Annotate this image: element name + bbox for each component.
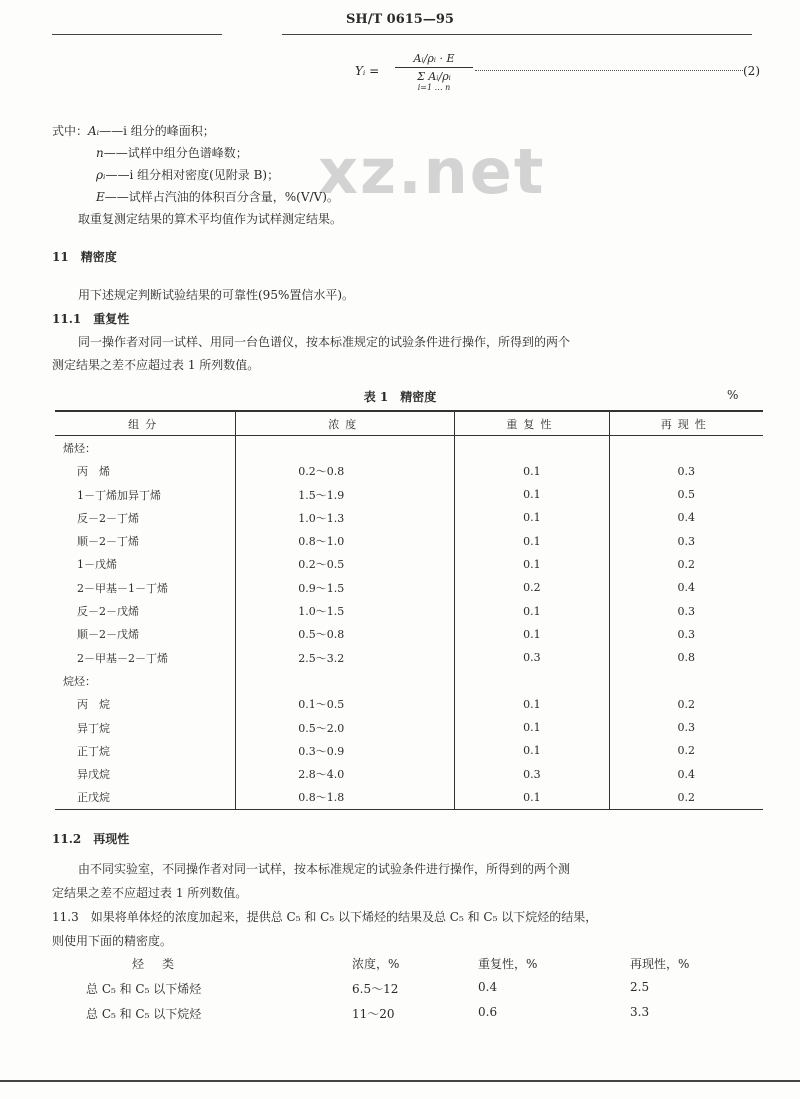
table-row: [55, 460, 763, 483]
section-11-2-title: 11.2 再现性: [52, 832, 130, 846]
summary-cell: 11～20: [352, 1007, 395, 1021]
summary-cell: 6.5～12: [352, 982, 399, 996]
cell-repeatability: 0.1: [455, 786, 609, 810]
table-row: [55, 553, 763, 576]
table-caption: 表 1 精密度: [363, 390, 437, 404]
cell-component: 丙 烯: [77, 465, 110, 479]
definition-symbol: n: [96, 146, 104, 160]
cell-reproducibility: 0.3: [609, 460, 763, 483]
cell-concentration: 0.5～2.0: [236, 716, 455, 739]
cell-concentration: 0.9～1.5: [236, 576, 455, 599]
table-row: [55, 739, 763, 762]
cell-concentration: 0.1～0.5: [236, 693, 455, 716]
table-row: [55, 786, 763, 810]
cell-component: 丙 烷: [77, 698, 110, 712]
section-11-3-text-line1: 11.3 如果将单体烃的浓度加起来，提供总 C₅ 和 C₅ 以下烯烃的结果及总 C₅ 和 C₅ 以下烷烃的结果，: [52, 910, 598, 924]
cell-component: 异戊烷: [77, 768, 110, 782]
watermark: xz.net: [318, 135, 546, 208]
cell-component: 顺－2－戊烯: [77, 628, 139, 642]
header-component: 组分: [55, 411, 236, 436]
definitions-lead: 式中：: [52, 124, 89, 138]
section-11-intro: 用下述规定判断试验结果的可靠性(95%置信水平)。: [78, 288, 355, 302]
cell-concentration: 0.3～0.9: [236, 739, 455, 762]
cell-component: 反－2－丁烯: [77, 511, 139, 525]
table-group-row: [55, 669, 763, 692]
cell-reproducibility: 0.3: [609, 599, 763, 622]
definition-symbol: E: [96, 190, 105, 204]
summary-cell: 0.6: [478, 1005, 498, 1019]
cell-component: 异丁烷: [77, 721, 110, 735]
summary-row: [70, 1005, 750, 1030]
cell-concentration: 1.0～1.3: [236, 506, 455, 529]
cell-repeatability: 0.1: [455, 716, 609, 739]
cell-repeatability: 0.2: [455, 576, 609, 599]
cell-reproducibility: 0.4: [609, 762, 763, 785]
cell-repeatability: 0.1: [455, 693, 609, 716]
summary-header-reproducibility: 再现性，%: [630, 957, 690, 971]
table-unit: %: [727, 388, 739, 402]
table-row: [55, 483, 763, 506]
cell-reproducibility: 0.3: [609, 716, 763, 739]
definition-text: ——i 组分的峰面积；: [99, 124, 215, 138]
cell-component: 正戊烷: [55, 786, 236, 810]
cell-component: 1－戊烯: [77, 558, 117, 572]
header-reproducibility: 再现性: [609, 411, 763, 436]
table-cell-empty: [455, 669, 609, 692]
cell-concentration: 1.0～1.5: [236, 599, 455, 622]
cell-concentration: 0.2～0.5: [236, 553, 455, 576]
formula-lhs: Yᵢ =: [355, 64, 380, 78]
table-row: [55, 529, 763, 552]
definition-text: ——试样中组分色谱峰数；: [103, 146, 248, 160]
table-cell-empty: [455, 436, 609, 460]
table-row: [55, 762, 763, 785]
definition-symbol: ρᵢ: [96, 168, 106, 182]
section-11-title: 11 精密度: [52, 250, 117, 264]
header-rule-right: [282, 34, 752, 35]
summary-header-repeatability: 重复性，%: [478, 957, 538, 971]
table-row: [55, 716, 763, 739]
summary-cell: 总 C₅ 和 C₅ 以下烯烃: [86, 982, 202, 996]
summary-header-hydrocarbon: 烃类: [132, 957, 193, 971]
summary-header-row: [70, 955, 750, 980]
cell-repeatability: 0.1: [455, 623, 609, 646]
table-body: [55, 436, 763, 810]
section-11-1-text-line2: 测定结果之差不应超过表 1 所列数值。: [52, 358, 260, 372]
formula-leader-dots: [475, 62, 743, 71]
table-row: [55, 599, 763, 622]
result-sentence: 取重复测定结果的算术平均值作为试样测定结果。: [78, 212, 343, 226]
cell-reproducibility: 0.2: [609, 786, 763, 810]
section-11-1-text-line1: 同一操作者对同一试样、用同一台色谱仪，按本标准规定的试验条件进行操作，所得到的两个: [78, 335, 571, 349]
header-repeatability: 重复性: [455, 411, 609, 436]
formula-number: (2): [743, 64, 760, 78]
table-header-row: [55, 411, 763, 436]
definition-line: [96, 188, 339, 205]
summary-precision-table: [70, 955, 750, 1030]
cell-component: 2－甲基－1－丁烯: [77, 581, 168, 595]
cell-reproducibility: 0.4: [609, 506, 763, 529]
cell-reproducibility: 0.2: [609, 693, 763, 716]
cell-repeatability: 0.1: [455, 599, 609, 622]
summary-cell: 0.4: [478, 980, 498, 994]
cell-reproducibility: 0.2: [609, 739, 763, 762]
formula-sum-index: i=1 … n: [417, 83, 451, 92]
definition-text: ——i 组分相对密度(见附录 B)；: [105, 168, 280, 182]
table-cell-empty: [609, 669, 763, 692]
header-concentration: 浓度: [236, 411, 455, 436]
summary-header-concentration: 浓度，%: [352, 957, 400, 971]
cell-reproducibility: 0.3: [609, 529, 763, 552]
section-11-2-text-line2: 定结果之差不应超过表 1 所列数值。: [52, 886, 248, 900]
cell-component: 正丁烷: [77, 744, 110, 758]
table-cell-empty: [236, 436, 455, 460]
cell-reproducibility: 0.2: [609, 553, 763, 576]
summary-row: [70, 980, 750, 1005]
cell-reproducibility: 0.8: [609, 646, 763, 669]
section-11-2-text-line1: 由不同实验室，不同操作者对同一试样，按本标准规定的试验条件进行操作，所得到的两个测: [78, 862, 571, 876]
cell-component: 2－甲基－2－丁烯: [77, 651, 168, 665]
cell-component: 顺－2－丁烯: [77, 535, 139, 549]
table-row: [55, 623, 763, 646]
definition-line: [96, 144, 248, 161]
formula-fraction: [395, 52, 473, 92]
cell-concentration: 0.8～1.0: [236, 529, 455, 552]
cell-concentration: 0.5～0.8: [236, 623, 455, 646]
cell-concentration: 2.8～4.0: [236, 762, 455, 785]
definition-line: [96, 166, 279, 183]
cell-repeatability: 0.1: [455, 506, 609, 529]
definition-line: [52, 122, 215, 139]
table-group-label: 烷烃：: [63, 674, 96, 688]
precision-table: [55, 410, 763, 810]
table-cell-empty: [236, 669, 455, 692]
footer-rule: [0, 1080, 800, 1082]
table-group-label: 烯烃：: [63, 441, 96, 455]
cell-repeatability: 0.3: [455, 762, 609, 785]
cell-repeatability: 0.1: [455, 739, 609, 762]
definition-text: ——试样占汽油的体积百分含量，%(V/V)。: [104, 190, 339, 204]
summary-cell: 2.5: [630, 980, 650, 994]
cell-component: 1－丁烯加异丁烯: [77, 488, 161, 502]
formula-numerator: Aᵢ/ρᵢ · E: [395, 52, 473, 68]
cell-repeatability: 0.1: [455, 553, 609, 576]
table-row: [55, 506, 763, 529]
cell-reproducibility: 0.4: [609, 576, 763, 599]
table-group-row: [55, 436, 763, 460]
cell-reproducibility: 0.5: [609, 483, 763, 506]
cell-concentration: 2.5～3.2: [236, 646, 455, 669]
formula-2: [355, 52, 765, 116]
cell-concentration: 0.8～1.8: [236, 786, 455, 810]
header-rule-left: [52, 34, 222, 35]
section-11-1-title: 11.1 重复性: [52, 312, 130, 326]
cell-concentration: 1.5～1.9: [236, 483, 455, 506]
formula-denominator: Σ Aᵢ/ρᵢ: [417, 70, 451, 83]
cell-repeatability: 0.1: [455, 483, 609, 506]
cell-repeatability: 0.1: [455, 529, 609, 552]
definition-symbol: Aᵢ: [88, 124, 100, 138]
cell-repeatability: 0.1: [455, 460, 609, 483]
cell-repeatability: 0.3: [455, 646, 609, 669]
page-header-title: SH/T 0615—95: [346, 12, 454, 27]
summary-cell: 3.3: [630, 1005, 650, 1019]
section-11-3-text-line2: 则使用下面的精密度。: [52, 934, 173, 948]
table-cell-empty: [609, 436, 763, 460]
cell-reproducibility: 0.3: [609, 623, 763, 646]
summary-cell: 总 C₅ 和 C₅ 以下烷烃: [86, 1007, 202, 1021]
cell-component: 反－2－戊烯: [77, 605, 139, 619]
table-row: [55, 576, 763, 599]
table-row: [55, 693, 763, 716]
table-row: [55, 646, 763, 669]
cell-concentration: 0.2～0.8: [236, 460, 455, 483]
